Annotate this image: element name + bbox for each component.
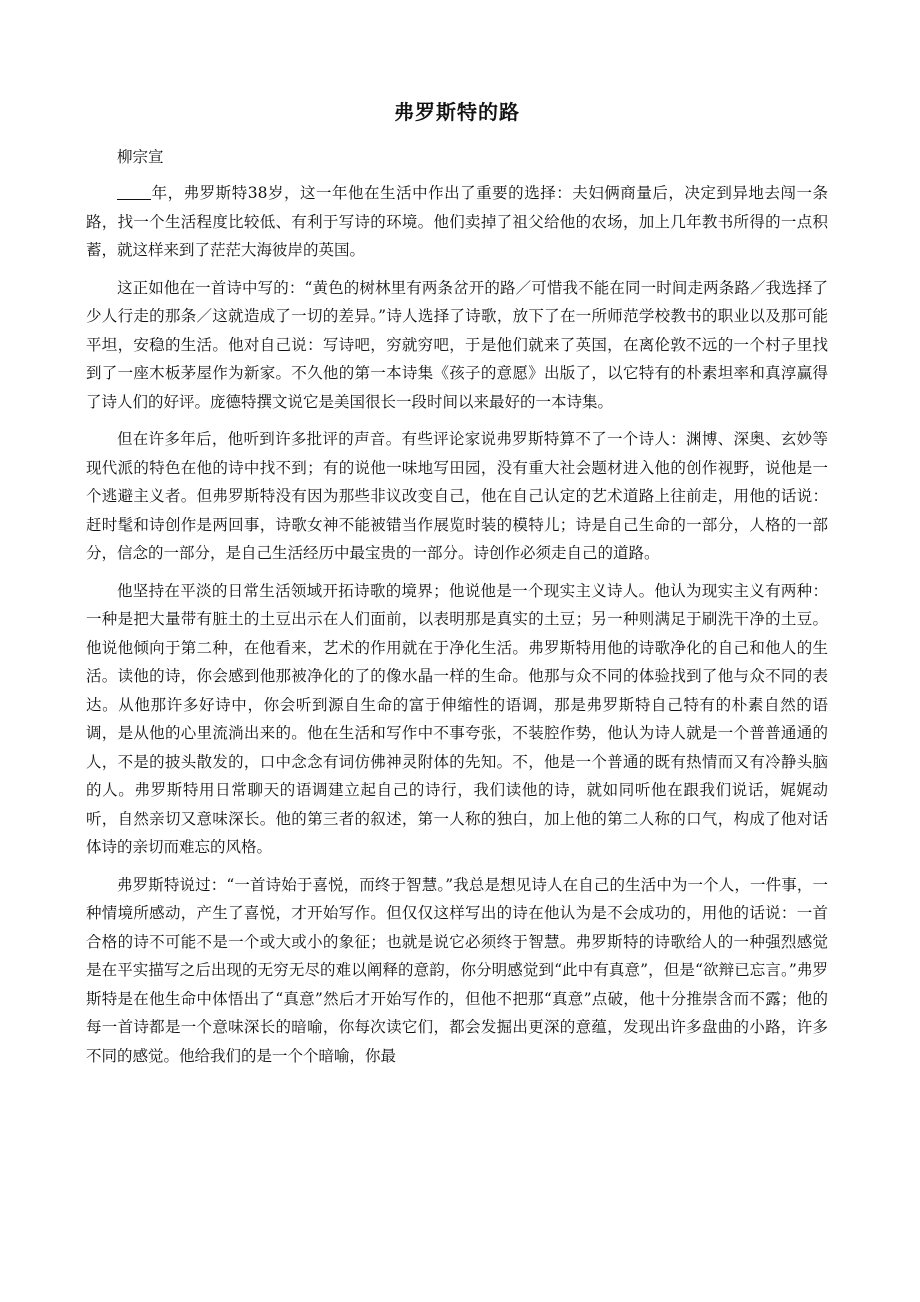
paragraph-4: 他坚持在平淡的日常生活领域开拓诗歌的境界；他说他是一个现实主义诗人。他认为现实主义有两种：一种是把大量带有脏土的土豆出示在人们面前，以表明那是真实的土豆；另一种则满足于刷洗干净的土豆。他说他倾向于第二种，在他看来，艺术的作用就在于净化生活。弗罗斯特用他的诗歌净化的自己和他人的生活。读他的诗，你会感到他那被净化的了的像水晶一样的生命。他那与众不同的体验找到了他与众不同的表达。从他那许多好诗中，你会听到源自生命的富于伸缩性的语调，那是弗罗斯特自己特有的朴素自然的语调，是从他的心里流淌出来的。他在生活和写作中不事夸张，不装腔作势，他认为诗人就是一个普普通通的人，不是的披头散发的，口中念念有词仿佛神灵附体的先知。不，他是一个普通的既有热情而又有冷静头脑的人。弗罗斯特用日常聊天的语调建立起自己的诗行，我们读他的诗，就如同听他在跟我们说话，娓娓动听，自然亲切又意味深长。他的第三者的叙述，第一人称的独白，加上他的第二人称的口气，构成了他对话体诗的亲切而难忘的风格。 — [86, 581, 828, 856]
paragraph-5: 弗罗斯特说过：“一首诗始于喜悦，而终于智慧。”我总是想见诗人在自己的生活中为一个人，一件事，一种情境所感动，产生了喜悦，才开始写作。但仅仅这样写出的诗在他认为是不会成功的，用他的话说：一首合格的诗不可能不是一个或大或小的象征；也就是说它必须终于智慧。弗罗斯特的诗歌给人的一种强烈感觉是在平实描写之后出现的无穷无尽的难以阐释的意韵，你分明感觉到“此中有真意”，但是“欲辩已忘言。”弗罗斯特是在他生命中体悟出了“真意”然后才开始写作的，但他不把那“真意”点破，他十分推崇含而不露；他的每一首诗都是一个意味深长的暗喻，你每次读它们，都会发掘出更深的意蕴，发现出许多盘曲的小路，许多不同的感觉。他给我们的是一个个暗喻，你最 — [86, 875, 828, 1065]
paragraph-1-text: 年，弗罗斯特38岁，这一年他在生活中作出了重要的选择：夫妇俩商量后，决定到异地去闯一条路，找一个生活程度比较低、有利于写诗的环境。他们卖掉了祖父给他的农场，加上几年教书所得的一点积蓄，就这样来到了茫茫大海彼岸的英国。 — [86, 184, 828, 259]
paragraph-1 — [86, 179, 828, 265]
paragraph-2: 这正如他在一首诗中写的：“黄色的树林里有两条岔开的路／可惜我不能在同一时间走两条路／我选择了少人行走的那条／这就造成了一切的差异。”诗人选择了诗歌，放下了在一所师范学校教书的职业以及那可能平坦，安稳的生活。他对自己说：写诗吧，穷就穷吧，于是他们就来了英国，在离伦敦不远的一个村子里找到了一座木板茅屋作为新家。不久他的第一本诗集《孩子的意愿》出版了，以它特有的朴素坦率和真淳赢得了诗人们的好评。庞德特撰文说它是美国很长一段时间以来最好的一本诗集。 — [86, 278, 828, 411]
article-title: 弗罗斯特的路 — [394, 100, 520, 124]
author-name: 柳宗宣 — [117, 148, 164, 166]
paragraph-3: 但在许多年后，他听到许多批评的声音。有些评论家说弗罗斯特算不了一个诗人：渊博、深奥、玄妙等现代派的特色在他的诗中找不到；有的说他一味地写田园，没有重大社会题材进入他的创作视野，说他是一个逃避主义者。但弗罗斯特没有因为那些非议改变自己，他在自己认定的艺术道路上往前走，用他的话说：赶时髦和诗创作是两回事，诗歌女神不能被错当作展览时装的模特儿；诗是自己生命的一部分，人格的一部分，信念的一部分，是自己生活经历中最宝贵的一部分。诗创作必须走自己的道路。 — [86, 430, 828, 562]
year-blank — [117, 184, 151, 201]
